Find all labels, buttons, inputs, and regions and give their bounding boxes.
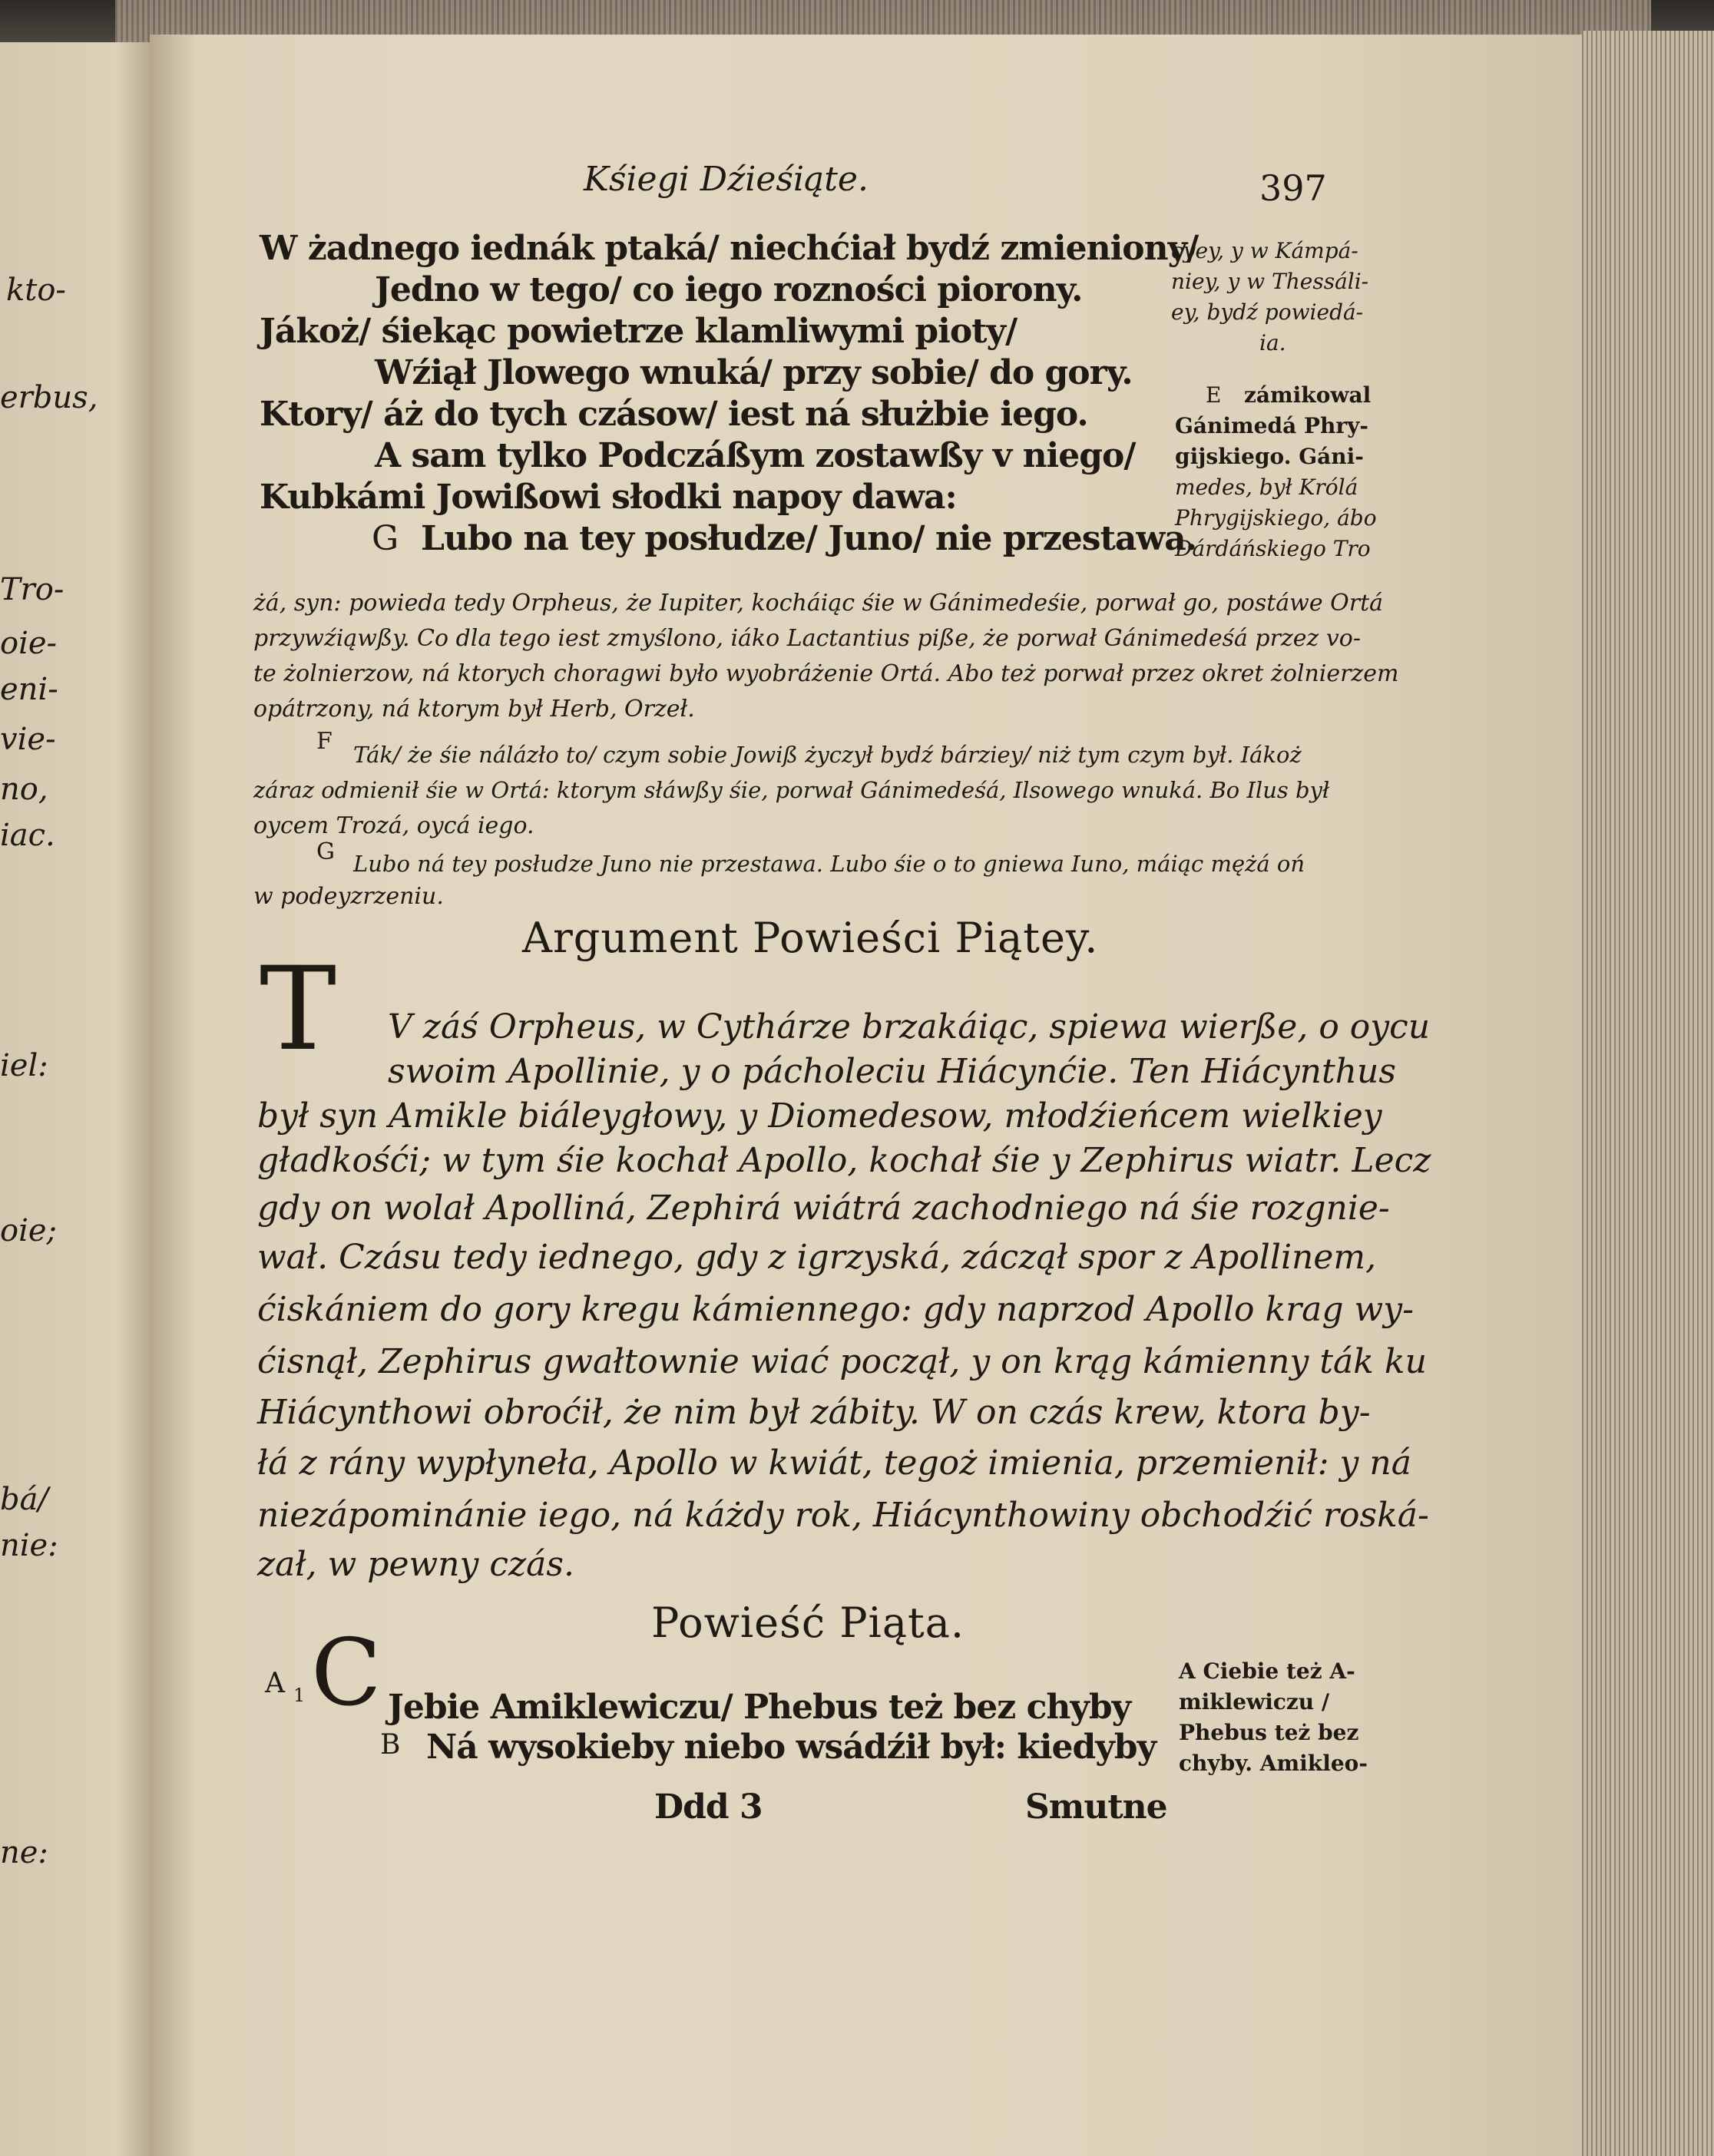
argument-line: łá z rány wypłyneła, Apollo w kwiát, tegoż imienia, przemienił: y ná: [257, 1443, 1411, 1483]
left-page: [0, 42, 165, 2156]
argument-line: zał, w pewny czás.: [257, 1545, 574, 1584]
signature-mark: Ddd 3: [654, 1787, 763, 1827]
margin-note-line: cyey, y w Kámpá-: [1171, 238, 1358, 263]
note-line: w podeyzrzeniu.: [253, 883, 444, 910]
margin-note-line: gijskiego. Gáni-: [1175, 444, 1364, 469]
argument-line: V záś Orpheus, w Cythárze brzakáiąc, spiewa wierße, o oycu: [388, 1007, 1431, 1047]
verse-line: Ktory/ áż do tych czásow/ iest ná służbie iego.: [260, 395, 1088, 434]
left-fragment: oie;: [0, 1213, 58, 1248]
commentary-line: przywźiąwßy. Co dla tego iest zmyślono, iáko Lactantius piße, że porwał Gánimedeśá przez vo-: [253, 625, 1362, 652]
verse-line: Ná wysokieby niebo wsádźił był: kiedyby: [426, 1728, 1156, 1767]
verse-line: Lubo na tey posłudze/ Juno/ nie przestawa.: [421, 519, 1197, 558]
margin-marker: E: [1206, 382, 1222, 408]
left-fragment: vie-: [0, 722, 56, 757]
drop-cap: T: [260, 943, 337, 1076]
left-fragment: kto-: [6, 273, 66, 308]
left-fragment: iel:: [0, 1048, 48, 1083]
argument-line: ćiskániem do gory kregu kámiennego: gdy naprzod Apollo krag wy-: [257, 1290, 1414, 1329]
left-fragment: Tro-: [0, 572, 65, 607]
verse-line: Jebie Amiklewiczu/ Phebus też bez chyby: [388, 1688, 1131, 1727]
page-number: 397: [1259, 167, 1327, 209]
verse-line: Jákoż/ śiekąc powietrze klamliwymi pioty/: [260, 312, 1017, 351]
left-fragment: no,: [0, 772, 48, 807]
margin-note-line: niey, y w Thessáli-: [1171, 269, 1369, 294]
commentary-line: żá, syn: powieda tedy Orpheus, że Iupiter, kocháiąc śie w Gánimedeśie, porwał go, postáwe Ortá: [253, 590, 1384, 617]
left-fragment: nie:: [0, 1528, 58, 1563]
argument-line: ćisnął, Zephirus gwałtownie wiać począł, y on krąg kámienny ták ku: [257, 1342, 1427, 1381]
verse-line: Jedno w tego/ co iego rozności piorony.: [375, 270, 1083, 309]
commentary-line: opátrzony, ná ktorym był Herb, Orzeł.: [253, 696, 695, 723]
argument-title: Argument Powieści Piątey.: [522, 914, 1099, 962]
verse-marker: B: [380, 1729, 400, 1761]
left-fragment: oie-: [0, 626, 58, 661]
verse-line: Kubkámi Jowißowi słodki napoy dawa:: [260, 478, 957, 517]
margin-note-line: Phrygijskiego, ábo: [1175, 505, 1377, 531]
margin-note-line: medes, był Królá: [1175, 475, 1358, 500]
margin-note-line: Phebus też bez: [1179, 1720, 1359, 1745]
argument-line: Hiácynthowi obroćił, że nim był zábity. W on czás krew, ktora by-: [257, 1393, 1371, 1432]
margin-note-line: ia.: [1259, 330, 1286, 355]
margin-note-line: Gánimedá Phry-: [1175, 413, 1369, 438]
argument-line: niezápominánie iego, ná káżdy rok, Hiácynthowiny obchodźić roská-: [257, 1496, 1429, 1535]
note-marker: G: [316, 838, 335, 865]
running-title: Kśiegi Dźieśiąte.: [584, 160, 869, 199]
margin-note-line: Dárdáńskiego Tro: [1175, 536, 1371, 561]
argument-line: gdy on wolał Apolliná, Zephirá wiátrá zachodniego ná śie rozgnie-: [257, 1189, 1390, 1228]
note-line: oycem Trozá, oycá iego.: [253, 812, 534, 839]
left-fragment: erbus,: [0, 380, 98, 415]
verse-line: A sam tylko Podczáßym zostawßy v niego/: [375, 436, 1136, 475]
verse-marker: A: [265, 1668, 284, 1699]
verse-line: Wźiął Jlowego wnuká/ przy sobie/ do gory.: [375, 353, 1133, 392]
margin-note-line: zámikowal: [1244, 382, 1372, 408]
left-fragment: iac.: [0, 818, 55, 853]
note-line: Ták/ że śie nálázło to/ czym sobie Jowiß życzył bydź bárziey/ niż tym czym był. Iákoż: [353, 742, 1302, 768]
argument-line: gładkośći; w tym śie kochał Apollo, kochał śie y Zephirus wiatr. Lecz: [257, 1141, 1431, 1180]
left-fragment: bá/: [0, 1482, 48, 1517]
commentary-line: te żolnierzow, ná ktorych choragwi było wyobráżenie Ortá. Abo też porwał przez okret żolnierzem: [253, 660, 1399, 687]
argument-line: swoim Apollinie, y o pácholeciu Hiácynćie. Ten Hiácynthus: [388, 1052, 1396, 1091]
note-line: záraz odmienił śie w Ortá: ktorym słáwßy śie, porwał Gánimedeśá, Ilsowego wnuká. Bo Ilus był: [253, 777, 1330, 803]
margin-note-line: ey, bydź powiedá-: [1171, 299, 1364, 325]
margin-note-line: A Ciebie też A-: [1179, 1658, 1355, 1684]
left-fragment: ne:: [0, 1835, 48, 1870]
section-title: Powieść Piąta.: [651, 1599, 965, 1647]
note-marker: F: [316, 728, 333, 755]
verse-line: W żadnego iednák ptaká/ niechćiał bydź zmieniony/: [260, 229, 1199, 268]
page-edge: [1582, 31, 1714, 2156]
drop-cap: C: [311, 1620, 382, 1727]
left-fragment: eni-: [0, 672, 58, 707]
margin-note-line: miklewiczu /: [1179, 1689, 1330, 1715]
argument-line: wał. Czásu tedy iednego, gdy z igrzyská, záczął spor z Apollinem,: [257, 1238, 1377, 1277]
verse-marker: G: [372, 519, 399, 558]
margin-note-line: chyby. Amikleo-: [1179, 1751, 1368, 1776]
catchword: Smutne: [1025, 1787, 1167, 1827]
argument-line: był syn Amikle biáleygłowy, y Diomedesow, młodźieńcem wielkiey: [257, 1096, 1382, 1136]
note-line: Lubo ná tey posłudze Juno nie przestawa. Lubo śie o to gniewa Iuno, máiąc mężá oń: [353, 851, 1305, 877]
verse-marker: 1: [293, 1685, 306, 1706]
